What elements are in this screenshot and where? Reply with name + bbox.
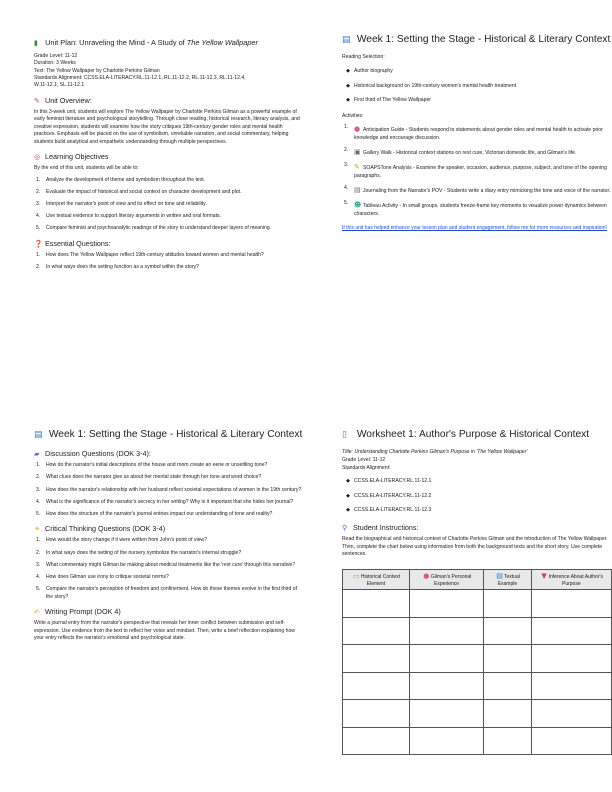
target-icon: ◎ [34,153,41,162]
objectives-heading: ◎ Learning Objectives [34,152,109,162]
book-icon: ▤ [34,430,43,440]
table-cell[interactable] [531,727,611,755]
table-cell[interactable] [343,590,410,618]
objectives-list [34,177,304,233]
brain-icon: ● [423,571,430,580]
worksheet-grade: Grade Level: 11-12 [342,456,386,463]
discussion-heading: ▰ Discussion Questions (DOK 3-4): [34,449,151,459]
meta-line: Duration: 3 Weeks [34,60,76,67]
week1-reading-page [342,34,612,394]
list-item: 5. Compare the narrator's perception of freedom and confinement. How do these themes evolve in the first third of the story? [36,586,297,600]
list-item: 1. How would the story change if it were written from John's point of view? [36,537,207,544]
objectives-intro: By the end of this unit, students will be able to: [34,165,139,172]
unit-plan-title [34,38,304,48]
week1-title: ▤ Week 1: Setting the Stage - Historical & Literary Context [34,429,303,440]
table-row [343,672,612,700]
list-item: 4. What is the significance of the narrator's secrecy in her writing? Why is it important that she hides her journal? [36,498,294,505]
list-item: ◆ Historical background on 19th-century women's mental health treatment [346,82,517,89]
table-cell[interactable] [531,672,611,700]
page-icon: ▯ [342,430,347,440]
table-cell[interactable] [484,645,531,673]
overview-text: In this 3-week unit, students will explore The Yellow Wallpaper by Charlotte Perkins Gilman as a powerful example of early feminist literature and psychological storytelling. Through close reading, historical research, literary analysis, and creative expression, students will examine how the story critiques 19th-century gender roles and mental health practices. Emphasis will be placed on the use of symbolism, unreliable narration, and social commentary, helping students build analytical and empathetic understanding through multiple perspectives. [34,108,300,145]
table-cell[interactable] [409,590,483,618]
unit-plan-title-text: Unit Plan: Unraveling the Mind - A Study of [45,38,187,47]
list-item: 3. How does the narrator's relationship with her husband reflect societal expectations of women in the 19th century? [36,486,302,493]
worksheet-subtitle: Title: Understanding Charlotte Perkins Gilman's Purpose in 'The Yellow Wallpaper' [342,449,528,456]
table-cell[interactable] [531,645,611,673]
activities-heading: Activities: [342,112,364,119]
table-header: ▼ Inference About Author's Purpose [531,569,611,590]
worksheet-table-body [343,590,612,755]
list-item: 5. ☻ Tableau Activity - In small groups, students freeze-frame key moments to visualize power dynamics between characters. [344,200,607,217]
list-item: 1. ● Anticipation Guide - Students respond to statements about gender roles and mental health to activate prior knowledge and encourage discussion. [344,124,603,142]
unit-plan-page [34,38,304,393]
book-icon: ▤ [496,571,503,580]
list-item: 5. How does the structure of the narrator's journal entries impact our understanding of tone and reality? [36,510,273,517]
table-cell[interactable] [484,727,531,755]
list-item: 3. Interpret the narrator's point of view and its effect on tone and reliability. [36,201,207,208]
gallery-icon: ▣ [354,148,361,157]
magnifier-icon: ⚲ [342,524,348,533]
instructions-text: Read the biographical and historical context of Charlotte Perkins Gilman and the introduction of The Yellow Wallpaper. Then, complete the chart below using information from both the background texts and the short story. Use complete sentences. [342,536,608,558]
list-item: 4. How does Gilman use irony to critique societal norms? [36,573,169,580]
table-cell[interactable] [409,645,483,673]
worksheet-table [342,569,612,756]
standards-list [342,478,612,515]
list-item: 3. What commentary might Gilman be making about medical treatments like the 'rest cure' through this narrative? [36,561,296,568]
memo-icon: ✎ [34,96,40,105]
table-cell[interactable] [484,617,531,645]
list-item: ◆ CCSS.ELA-LITERACY.RL.11-12.3 [346,507,432,514]
instructions-heading: ⚲ Student Instructions: [342,523,419,533]
writing-heading: ✍ Writing Prompt (DOK 4) [34,607,121,617]
list-item: ◆ CCSS.ELA-LITERACY.RL.11-12.1 [346,478,432,485]
list-item: ◆ CCSS.ELA-LITERACY.RL.11-12.2 [346,492,432,499]
table-cell[interactable] [531,700,611,728]
critical-heading: ☀ Critical Thinking Questions (DOK 3-4) [34,524,166,534]
list-item: 4. ▤ Journaling from the Narrator's POV - Students write a diary entry mimicking the tone and voice of the narrator. [344,185,611,195]
table-header: ●Gilman's Personal Experience [409,569,483,590]
table-cell[interactable] [409,727,483,755]
list-item: 2. Evaluate the impact of historical and social context on character development and plot. [36,189,242,196]
table-cell[interactable] [343,700,410,728]
meta-line: Standards Alignment: CCSS.ELA-LITERACY.RL.11-12.1, RL.11-12.2, RL.11-12.3, RL.11-12.4, [34,74,246,81]
list-item: 1. Analyze the development of theme and symbolism throughout the text. [36,176,206,183]
pencil-icon: ✎ [354,163,360,172]
essential-questions-list [34,252,304,272]
reading-list [342,68,612,105]
discussion-list [34,462,304,518]
unit-plan-title-book: The Yellow Wallpaper [186,38,259,47]
notebook-icon: ▤ [354,186,361,195]
table-cell[interactable] [484,590,531,618]
table-cell[interactable] [531,590,611,618]
overview-heading: ✎ Unit Overview: [34,95,92,105]
list-item: 4. Use textual evidence to support literary arguments in written and oral formats. [36,213,221,220]
writing-hand-icon: ✍ [34,608,40,617]
scroll-icon: ▭ [353,571,360,580]
table-cell[interactable] [484,672,531,700]
meta-line: Text: The Yellow Wallpaper by Charlotte Perkins Gilman [34,67,160,74]
table-cell[interactable] [409,700,483,728]
list-item: 3. ✎ SOAPSTone Analysis - Examine the speaker, occasion, audience, purpose, subject, and tone of the opening paragraphs. [344,162,607,179]
table-cell[interactable] [409,672,483,700]
table-row [343,590,612,618]
list-item: 2. In what ways does the setting function as a symbol within the story? [36,264,199,271]
theater-icon: ☻ [354,201,362,210]
writing-text: Write a journal entry from the narrator's perspective that reveals her inner conflict between submission and self-expression. Use evidence from the text to reflect her voice and mindset. Then, write a brief reflection explaining how your entry reflects the narrator's emotional and psychological state. [34,620,295,642]
question-icon: ❓ [34,240,43,249]
follow-link[interactable]: If this unit has helped enhance your lesson plan and student engagement, follow me for more resources and inspiration! [342,224,607,231]
table-cell[interactable] [343,645,410,673]
brain-icon: ● [354,125,361,134]
table-cell[interactable] [343,727,410,755]
list-item: 2. In what ways does the setting of the nursery symbolize the narrator's internal struggle? [36,549,242,556]
list-item: 1. How do the narrator's initial descriptions of the house and room create an eerie or unsettling tone? [36,462,268,469]
meta-line: W.11-12.1, SL.11-12.1 [34,82,85,89]
table-cell[interactable] [484,700,531,728]
essential-questions-heading: ❓ Essential Questions: [34,239,111,249]
table-cell[interactable] [409,617,483,645]
reading-heading: Reading Selection: [342,54,385,61]
list-item: 5. Compare feminist and psychoanalytic readings of the story to understand deeper layers of meaning. [36,225,272,232]
table-header: ▤Textual Example [484,569,531,590]
pushpin-icon: ▼ [541,571,547,580]
critical-list [34,537,304,601]
table-header-row [343,569,612,590]
table-row [343,727,612,755]
table-cell[interactable] [531,617,611,645]
worksheet-title: ▯ Worksheet 1: Author's Purpose & Historical Context [342,429,590,440]
table-header: ▭Historical Context Element [343,569,410,590]
list-item: 2. What clues does the narrator give us about her mental state through her tone and word choice? [36,474,262,481]
meta-line: Grade Level: 11-12 [34,52,78,59]
worksheet-page [342,429,612,784]
table-row [343,617,612,645]
speech-icon: ▰ [34,450,40,459]
week1-title: ▤ Week 1: Setting the Stage - Historical & Literary Context [342,34,611,45]
list-item: 2. ▣ Gallery Walk - Historical context stations on rest cure, Victorian domestic life, and Gilman's life. [344,147,577,157]
lightbulb-icon: ☀ [34,525,41,534]
book-icon: ▤ [342,35,351,45]
table-row [343,700,612,728]
table-row [343,645,612,673]
standards-heading: Standards Alignment: [342,464,391,471]
table-cell[interactable] [343,617,410,645]
books-icon: ▮ [34,39,38,47]
week1-discussion-page [34,429,304,784]
table-cell[interactable] [343,672,410,700]
list-item: ◆ First third of The Yellow Wallpaper [346,97,432,104]
list-item: 1. How does The Yellow Wallpaper reflect 19th-century attitudes toward women and mental health? [36,252,264,259]
list-item: ◆ Author biography [346,67,393,74]
unit-plan-meta [34,53,304,90]
activities-list [342,124,612,218]
